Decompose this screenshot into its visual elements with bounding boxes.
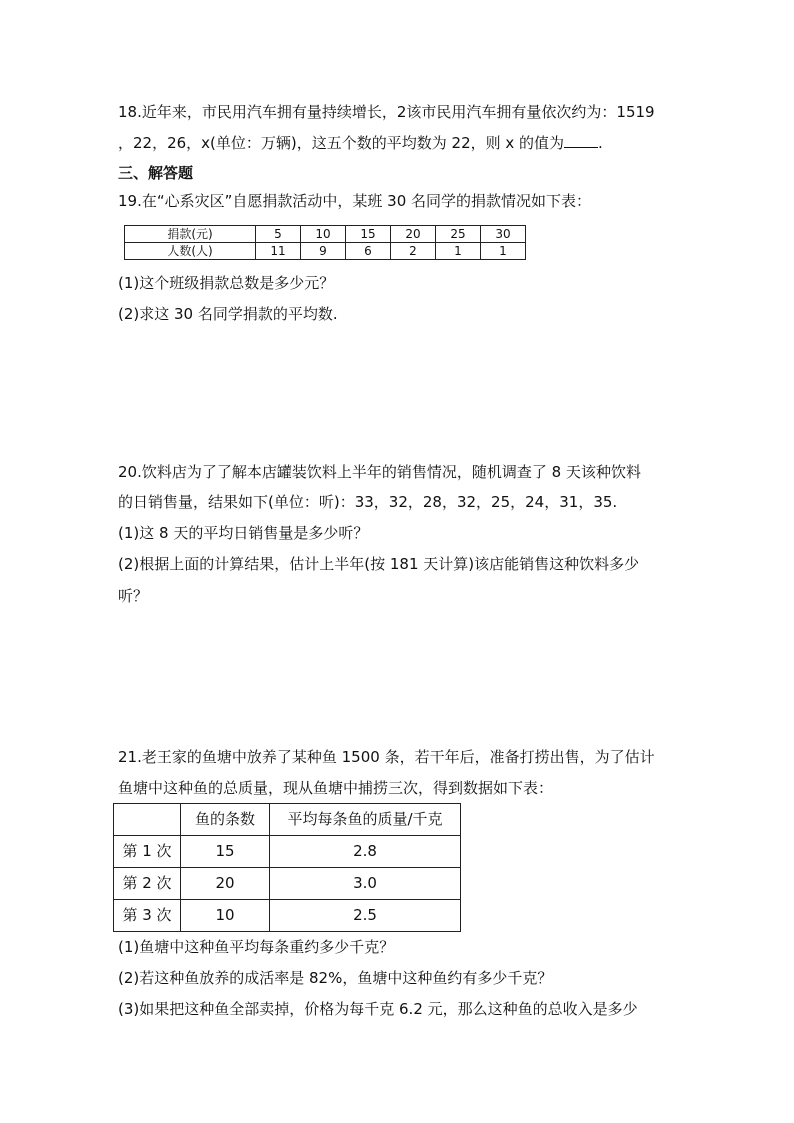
table-cell: 第 1 次 <box>114 836 181 868</box>
table-header-cell: 鱼的条数 <box>181 804 270 836</box>
table-cell: 5 <box>256 226 301 243</box>
table-header-cell: 人数(人) <box>125 243 256 260</box>
q18-line-2 <box>118 133 603 153</box>
table-row <box>114 900 461 932</box>
q21-line-2: 鱼塘中这种鱼的总质量，现从鱼塘中捕捞三次，得到数据如下表： <box>118 779 554 797</box>
table-cell: 第 2 次 <box>114 868 181 900</box>
table-header-cell: 平均每条鱼的质量/千克 <box>270 804 461 836</box>
table-row <box>125 243 526 260</box>
table-cell: 2 <box>391 243 436 260</box>
table-row <box>114 836 461 868</box>
table-cell: 15 <box>181 836 270 868</box>
q20-sub-2-line-1: (2)根据上面的计算结果，估计上半年(按 181 天计算)该店能销售这种饮料多少 <box>118 555 640 573</box>
q18-line-1: 18.近年来，市民用汽车拥有量持续增长，2该市民用汽车拥有量依次约为：1519 <box>118 103 655 121</box>
q21-sub-3: (3)如果把这种鱼全部卖掉，价格为每千克 6.2 元，那么这种鱼的总收入是多少 <box>118 1000 638 1018</box>
q21-sub-1: (1)鱼塘中这种鱼平均每条重约多少千克？ <box>118 938 395 956</box>
section-title: 三、解答题 <box>118 164 194 182</box>
table-cell: 2.5 <box>270 900 461 932</box>
q18-line-2-text: ，22，26，x(单位：万辆)，这五个数的平均数为 22，则 x 的值为 <box>118 134 565 152</box>
table-row <box>114 868 461 900</box>
q21-line-1: 21.老王家的鱼塘中放养了某种鱼 1500 条，若干年后，准备打捞出售，为了估计 <box>118 748 655 766</box>
table-cell: 3.0 <box>270 868 461 900</box>
table-row <box>114 804 461 836</box>
q20-sub-1: (1)这 8 天的平均日销售量是多少听？ <box>118 524 369 542</box>
q20-sub-2-line-2: 听？ <box>118 587 149 605</box>
table-cell: 20 <box>181 868 270 900</box>
q19-sub-2: (2)求这 30 名同学捐款的平均数. <box>118 305 338 323</box>
table-cell: 25 <box>436 226 481 243</box>
q20-line-1: 20.饮料店为了了解本店罐装饮料上半年的销售情况，随机调查了 8 天该种饮料 <box>118 463 641 481</box>
q19-stem: 19.在“心系灾区”自愿捐款活动中，某班 30 名同学的捐款情况如下表： <box>118 192 592 210</box>
table-header-cell <box>114 804 181 836</box>
table-cell: 9 <box>301 243 346 260</box>
q19-sub-1: (1)这个班级捐款总数是多少元？ <box>118 274 335 292</box>
table-cell: 1 <box>436 243 481 260</box>
table-cell: 10 <box>181 900 270 932</box>
table-row <box>125 226 526 243</box>
table-cell: 20 <box>391 226 436 243</box>
table-cell: 6 <box>346 243 391 260</box>
donation-table <box>124 225 526 260</box>
q21-sub-2: (2)若这种鱼放养的成活率是 82%，鱼塘中这种鱼约有多少千克？ <box>118 969 553 987</box>
table-cell: 15 <box>346 226 391 243</box>
table-cell: 11 <box>256 243 301 260</box>
table-cell: 第 3 次 <box>114 900 181 932</box>
fish-table <box>113 803 461 932</box>
table-cell: 30 <box>481 226 526 243</box>
table-cell: 1 <box>481 243 526 260</box>
answer-blank <box>564 133 598 148</box>
q20-line-2: 的日销售量，结果如下(单位：听)：33，32，28，32，25，24，31，35. <box>118 493 618 511</box>
table-cell: 10 <box>301 226 346 243</box>
table-header-cell: 捐款(元) <box>125 226 256 243</box>
table-cell: 2.8 <box>270 836 461 868</box>
q18-line-2-end: . <box>598 134 603 152</box>
